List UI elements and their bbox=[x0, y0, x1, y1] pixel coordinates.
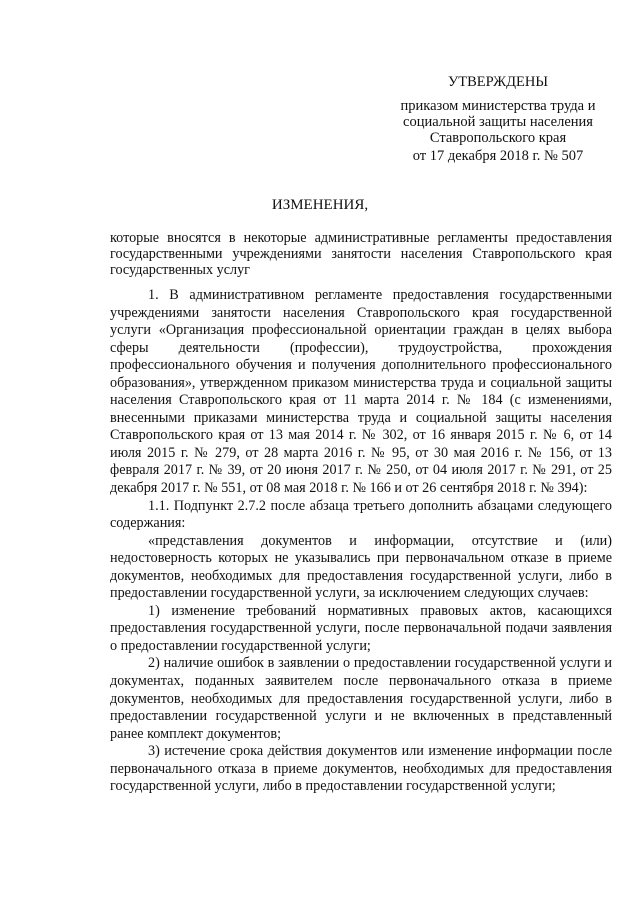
paragraph: 1. В административном регламенте предоставления государственными учреждениями занятости населения Ставропольского края государственной услуги «Организация профессиональной ориентации граждан в целях выбора сферы деятельности (профессии), трудоустройства, прохождения профессионального обучения и получения дополнительного профессионального образования», утвержденном приказом министерства труда и социальной защиты населения Ставропольского края от 11 марта 2014 г. № 184 (с изменениями, внесенными приказами министерства труда и социальной защиты населения Ставропольского края от 13 мая 2014 г. № 302, от 16 января 2015 г. № 6, от 14 июля 2015 г. № 279, от 28 марта 2016 г. № 95, от 30 мая 2016 г. № 156, от 13 февраля 2017 г. № 39, от 20 июня 2017 г. № 250, от 04 июля 2017 г. № 291, от 25 декабря 2017 г. № 551, от 08 мая 2018 г. № 166 и от 26 сентября 2018 г. № 394): bbox=[110, 287, 612, 497]
document-body bbox=[110, 287, 612, 796]
approval-issuer-line: приказом министерства труда и bbox=[400, 98, 596, 114]
paragraph: 2) наличие ошибок в заявлении о предоставлении государственной услуги и документах, поданных заявителем после первоначального отказа в приеме документов, необходимых для предоставления государственной услуги, либо в предоставлении государственной услуги и не включенных в представленный ранее комплект документов; bbox=[110, 655, 612, 742]
approval-issuer-line: Ставропольского края bbox=[429, 130, 567, 146]
approval-issuer-line: социальной защиты населения bbox=[403, 114, 593, 130]
paragraph: «представления документов и информации, отсутствие и (или) недостоверность которых не указывались при первоначальном отказе в приеме документов, необходимых для предоставления государственной услуги, либо в предоставлении государственной услуги, за исключением следующих случаев: bbox=[110, 532, 612, 602]
document-subtitle: которые вносятся в некоторые административные регламенты предоставления государственными учреждениями занятости населения Ставропольского края государственных услуг bbox=[110, 230, 612, 278]
approval-issuer bbox=[380, 98, 616, 146]
approval-date: от 17 декабря 2018 г. № 507 bbox=[412, 148, 584, 164]
document-heading: ИЗМЕНЕНИЯ, bbox=[271, 197, 369, 213]
paragraph: 1) изменение требований нормативных правовых актов, касающихся предоставления государственной услуги, после первоначальной подачи заявления о предоставлении государственной услуги; bbox=[110, 602, 612, 654]
paragraph: 1.1. Подпункт 2.7.2 после абзаца третьего дополнить абзацами следующего содержания: bbox=[110, 497, 612, 532]
paragraph: 3) истечение срока действия документов или изменение информации после первоначального отказа в приеме документов, необходимых для предоставления государственной услуги, либо в предоставлении государственной услуги; bbox=[110, 743, 612, 795]
approval-title: УТВЕРЖДЕНЫ bbox=[447, 74, 549, 90]
